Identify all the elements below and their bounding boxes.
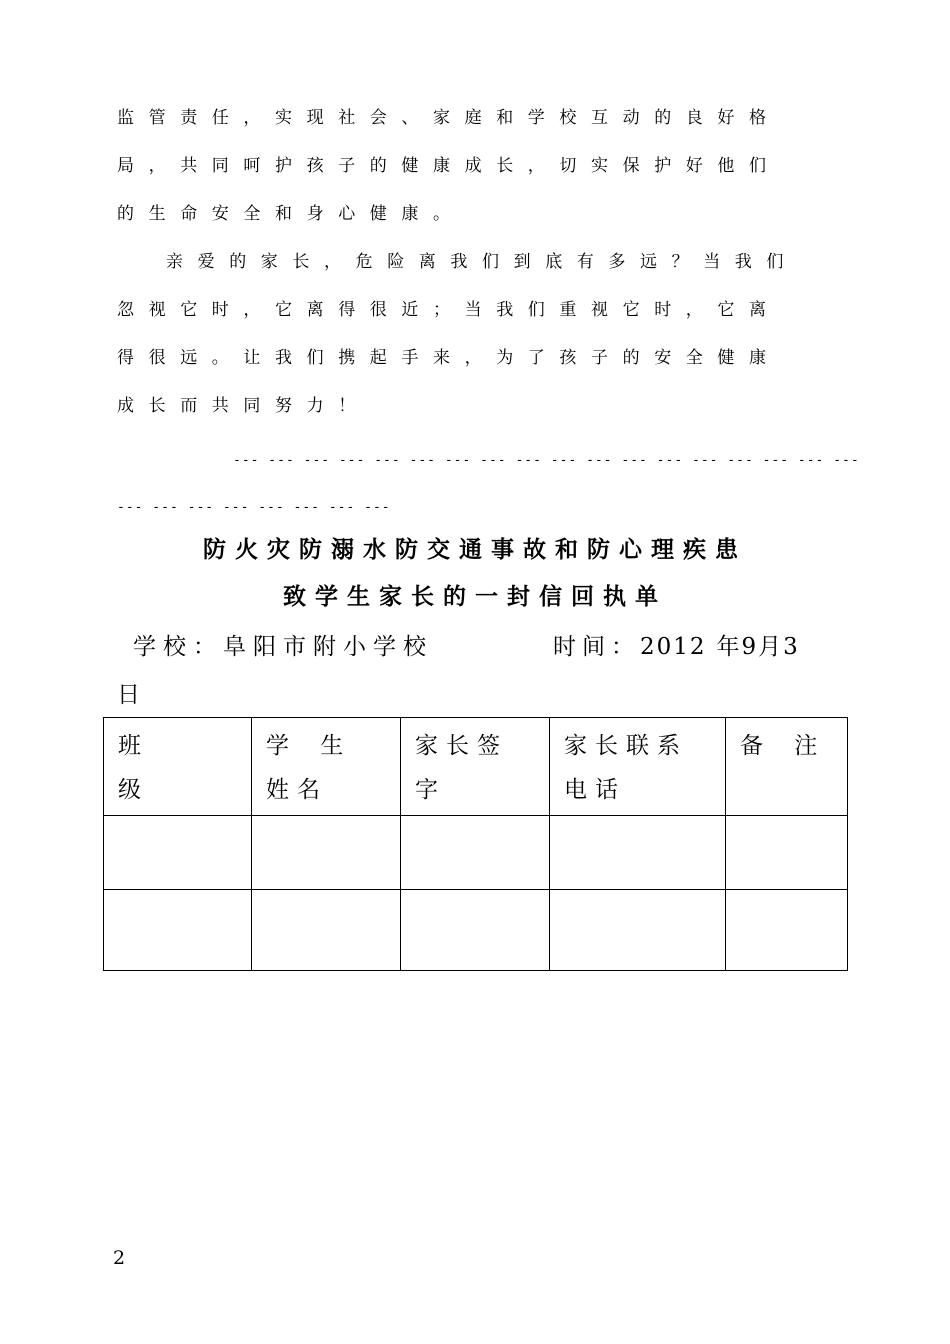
cell-class[interactable] xyxy=(104,890,252,971)
header-parent-phone: 家长联系 电话 xyxy=(550,718,726,816)
school-label: 学校： xyxy=(133,634,223,660)
time-label: 时间： xyxy=(553,634,640,660)
cell-parent-signature[interactable] xyxy=(401,890,550,971)
table-header-row xyxy=(104,718,848,816)
receipt-title-line-1: 防火灾防溺水防交通事故和防心理疾患 xyxy=(203,537,747,563)
letter-line-2: 局，共同呵护孩子的健康成长，切实保护好他们 xyxy=(117,156,781,176)
school-name: 阜阳市附小学校 xyxy=(223,634,433,660)
separator-line-2: --- --- --- --- --- --- --- --- xyxy=(117,500,391,515)
header-parent-signature: 家长签 字 xyxy=(401,718,550,816)
date-day: 日 xyxy=(117,682,147,708)
letter-line-3: 的生命安全和身心健康。 xyxy=(117,204,465,224)
letter-line-6: 得很远。让我们携起手来，为了孩子的安全健康 xyxy=(117,348,781,368)
letter-line-1: 监管责任，实现社会、家庭和学校互动的良好格 xyxy=(117,108,781,128)
cell-class[interactable] xyxy=(104,816,252,890)
letter-line-4: 亲爱的家长，危险离我们到底有多远？当我们 xyxy=(166,252,798,272)
date-year: 2012 xyxy=(640,634,707,660)
receipt-table xyxy=(103,717,848,971)
header-student-name: 学 生 姓名 xyxy=(252,718,401,816)
school-info xyxy=(133,632,433,662)
date-month-day: 年9月3 xyxy=(716,634,800,660)
cell-student-name[interactable] xyxy=(252,816,401,890)
cell-parent-phone[interactable] xyxy=(550,816,726,890)
receipt-title-line-2: 致学生家长的一封信回执单 xyxy=(283,584,667,610)
table-row xyxy=(104,890,848,971)
separator-line-1: --- --- --- --- --- --- --- --- --- --- --- --- --- --- --- --- --- --- xyxy=(233,453,860,468)
header-remarks: 备 注 xyxy=(726,718,848,816)
cell-remarks[interactable] xyxy=(726,816,848,890)
table-row xyxy=(104,816,848,890)
cell-student-name[interactable] xyxy=(252,890,401,971)
page-number: 2 xyxy=(113,1247,126,1269)
cell-parent-signature[interactable] xyxy=(401,816,550,890)
cell-remarks[interactable] xyxy=(726,890,848,971)
letter-line-7: 成长而共同努力！ xyxy=(117,396,370,416)
date-info xyxy=(553,632,800,662)
cell-parent-phone[interactable] xyxy=(550,890,726,971)
letter-line-5: 忽视它时，它离得很近；当我们重视它时，它离 xyxy=(117,300,781,320)
header-class: 班 级 xyxy=(104,718,252,816)
